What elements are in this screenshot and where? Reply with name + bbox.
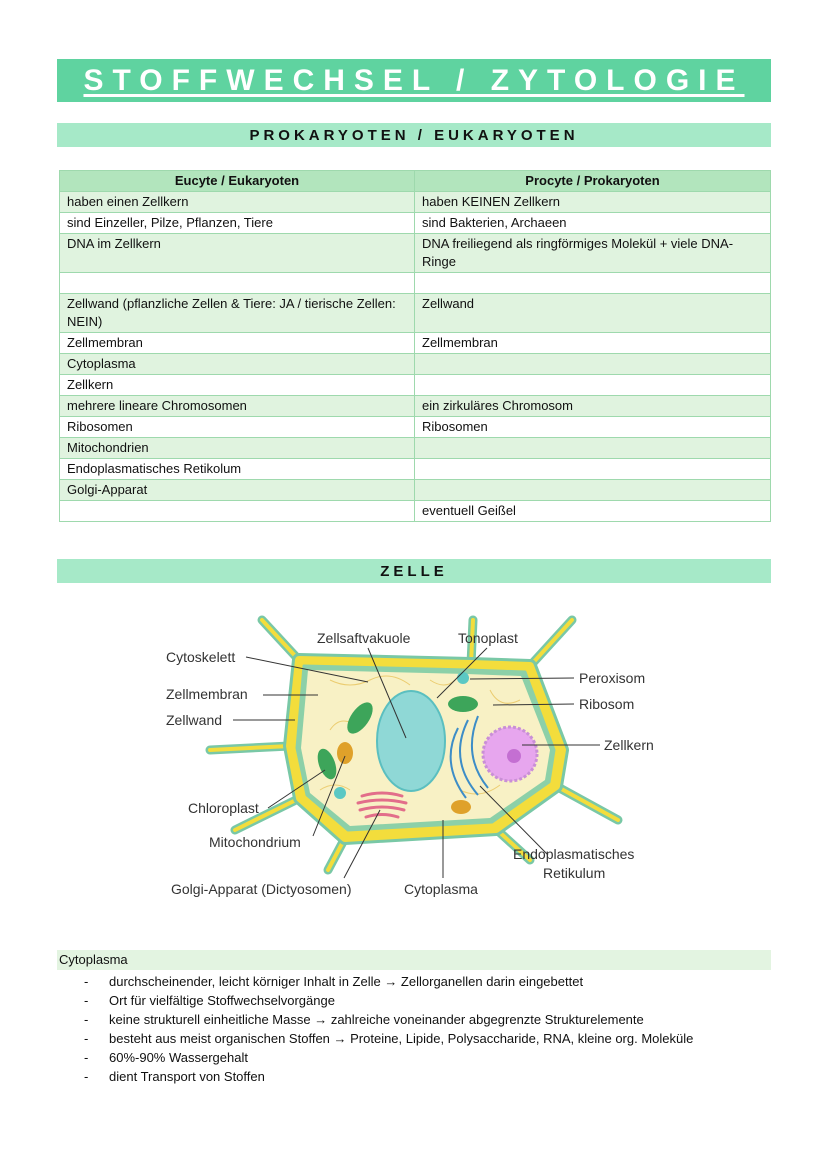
- list-item: - 60%-90% Wassergehalt: [84, 1048, 693, 1067]
- label-ribosom: Ribosom: [579, 696, 635, 712]
- table-cell: sind Bakterien, Archaeen: [415, 213, 771, 234]
- label-chloroplast: Chloroplast: [188, 800, 259, 816]
- list-item: - keine strukturell einheitliche Masse → zahlreiche voneinander abgegrenzte Strukturelemente: [84, 1010, 693, 1029]
- label-cytoskelett: Cytoskelett: [166, 649, 236, 665]
- table-row: [60, 438, 771, 459]
- peroxisome: [334, 787, 346, 799]
- table-cell: Zellwand (pflanzliche Zellen & Tiere: JA / tierische Zellen: NEIN): [60, 294, 415, 333]
- comparison-table: [59, 170, 771, 522]
- table-row: [60, 354, 771, 375]
- table-cell: Zellmembran: [60, 333, 415, 354]
- table-cell: mehrere lineare Chromosomen: [60, 396, 415, 417]
- label-mitochondrium: Mitochondrium: [209, 834, 301, 850]
- table-row: [60, 192, 771, 213]
- label-cytoplasma: Cytoplasma: [404, 881, 478, 897]
- list-item: - durchscheinender, leicht körniger Inhalt in Zelle → Zellorganellen darin eingebettet: [84, 972, 693, 991]
- label-zellwand: Zellwand: [166, 712, 223, 728]
- section-header-zelle: [57, 559, 771, 583]
- table-cell: haben KEINEN Zellkern: [415, 192, 771, 213]
- table-cell: Ribosomen: [415, 417, 771, 438]
- label-zellkern: Zellkern: [604, 737, 654, 753]
- table-row: [60, 396, 771, 417]
- table-cell: [60, 501, 415, 522]
- table-row: [60, 294, 771, 333]
- table-cell: Zellwand: [415, 294, 771, 333]
- table-row: [60, 417, 771, 438]
- table-cell: sind Einzeller, Pilze, Pflanzen, Tiere: [60, 213, 415, 234]
- label-er-line1: Endoplasmatisches: [513, 846, 635, 862]
- table-cell: Zellmembran: [415, 333, 771, 354]
- table-cell: eventuell Geißel: [415, 501, 771, 522]
- table-cell: haben einen Zellkern: [60, 192, 415, 213]
- label-tonoplast: Tonoplast: [458, 630, 518, 646]
- cytoplasma-heading: Cytoplasma: [57, 950, 771, 970]
- table-cell: DNA im Zellkern: [60, 234, 415, 273]
- table-cell: [415, 459, 771, 480]
- label-golgi: Golgi-Apparat (Dictyosomen): [171, 881, 352, 897]
- table-cell: [415, 438, 771, 459]
- table-cell: [415, 273, 771, 294]
- table-cell: [415, 375, 771, 396]
- table-cell: Golgi-Apparat: [60, 480, 415, 501]
- chloroplast: [448, 696, 478, 712]
- table-cell: Cytoplasma: [60, 354, 415, 375]
- column-header: Eucyte / Eukaryoten: [60, 171, 415, 192]
- table-row: [60, 459, 771, 480]
- table-cell: Endoplasmatisches Retikolum: [60, 459, 415, 480]
- section-title: PROKARYOTEN / EUKARYOTEN: [249, 126, 579, 144]
- page-title-bar: [57, 59, 771, 102]
- nucleolus: [507, 749, 521, 763]
- section-header-prokaryoten: [57, 123, 771, 147]
- table-cell: Zellkern: [60, 375, 415, 396]
- table-row: [60, 375, 771, 396]
- table-cell: DNA freiliegend als ringförmiges Molekül + viele DNA-Ringe: [415, 234, 771, 273]
- table-row: [60, 333, 771, 354]
- table-row: [60, 480, 771, 501]
- list-item: - dient Transport von Stoffen: [84, 1067, 693, 1086]
- cytoplasma-list: [84, 972, 693, 1086]
- table-cell: ein zirkuläres Chromosom: [415, 396, 771, 417]
- list-item: - besteht aus meist organischen Stoffen → Proteine, Lipide, Polysaccharide, RNA, kleine org. Moleküle: [84, 1029, 693, 1048]
- table-row: [60, 273, 771, 294]
- table-row: [60, 501, 771, 522]
- table-cell: [60, 273, 415, 294]
- column-header: Procyte / Prokaryoten: [415, 171, 771, 192]
- list-item: - Ort für vielfältige Stoffwechselvorgänge: [84, 991, 693, 1010]
- label-er-line2: Retikulum: [543, 865, 606, 881]
- table-cell: [415, 480, 771, 501]
- table-cell: [415, 354, 771, 375]
- section-title: ZELLE: [380, 562, 448, 580]
- label-zellsaftvakuole: Zellsaftvakuole: [317, 630, 411, 646]
- label-zellmembran: Zellmembran: [166, 686, 248, 702]
- label-peroxisom: Peroxisom: [579, 670, 646, 686]
- table-cell: Ribosomen: [60, 417, 415, 438]
- peroxisome: [457, 672, 469, 684]
- plant-cell-diagram: [150, 605, 670, 910]
- mitochondrion: [337, 742, 353, 764]
- page-title: STOFFWECHSEL / ZYTOLOGIE: [83, 63, 745, 97]
- vacuole: [377, 691, 445, 791]
- table-row: [60, 213, 771, 234]
- table-cell: Mitochondrien: [60, 438, 415, 459]
- table-row: [60, 234, 771, 273]
- mitochondrion: [451, 800, 471, 814]
- table-header-row: [60, 171, 771, 192]
